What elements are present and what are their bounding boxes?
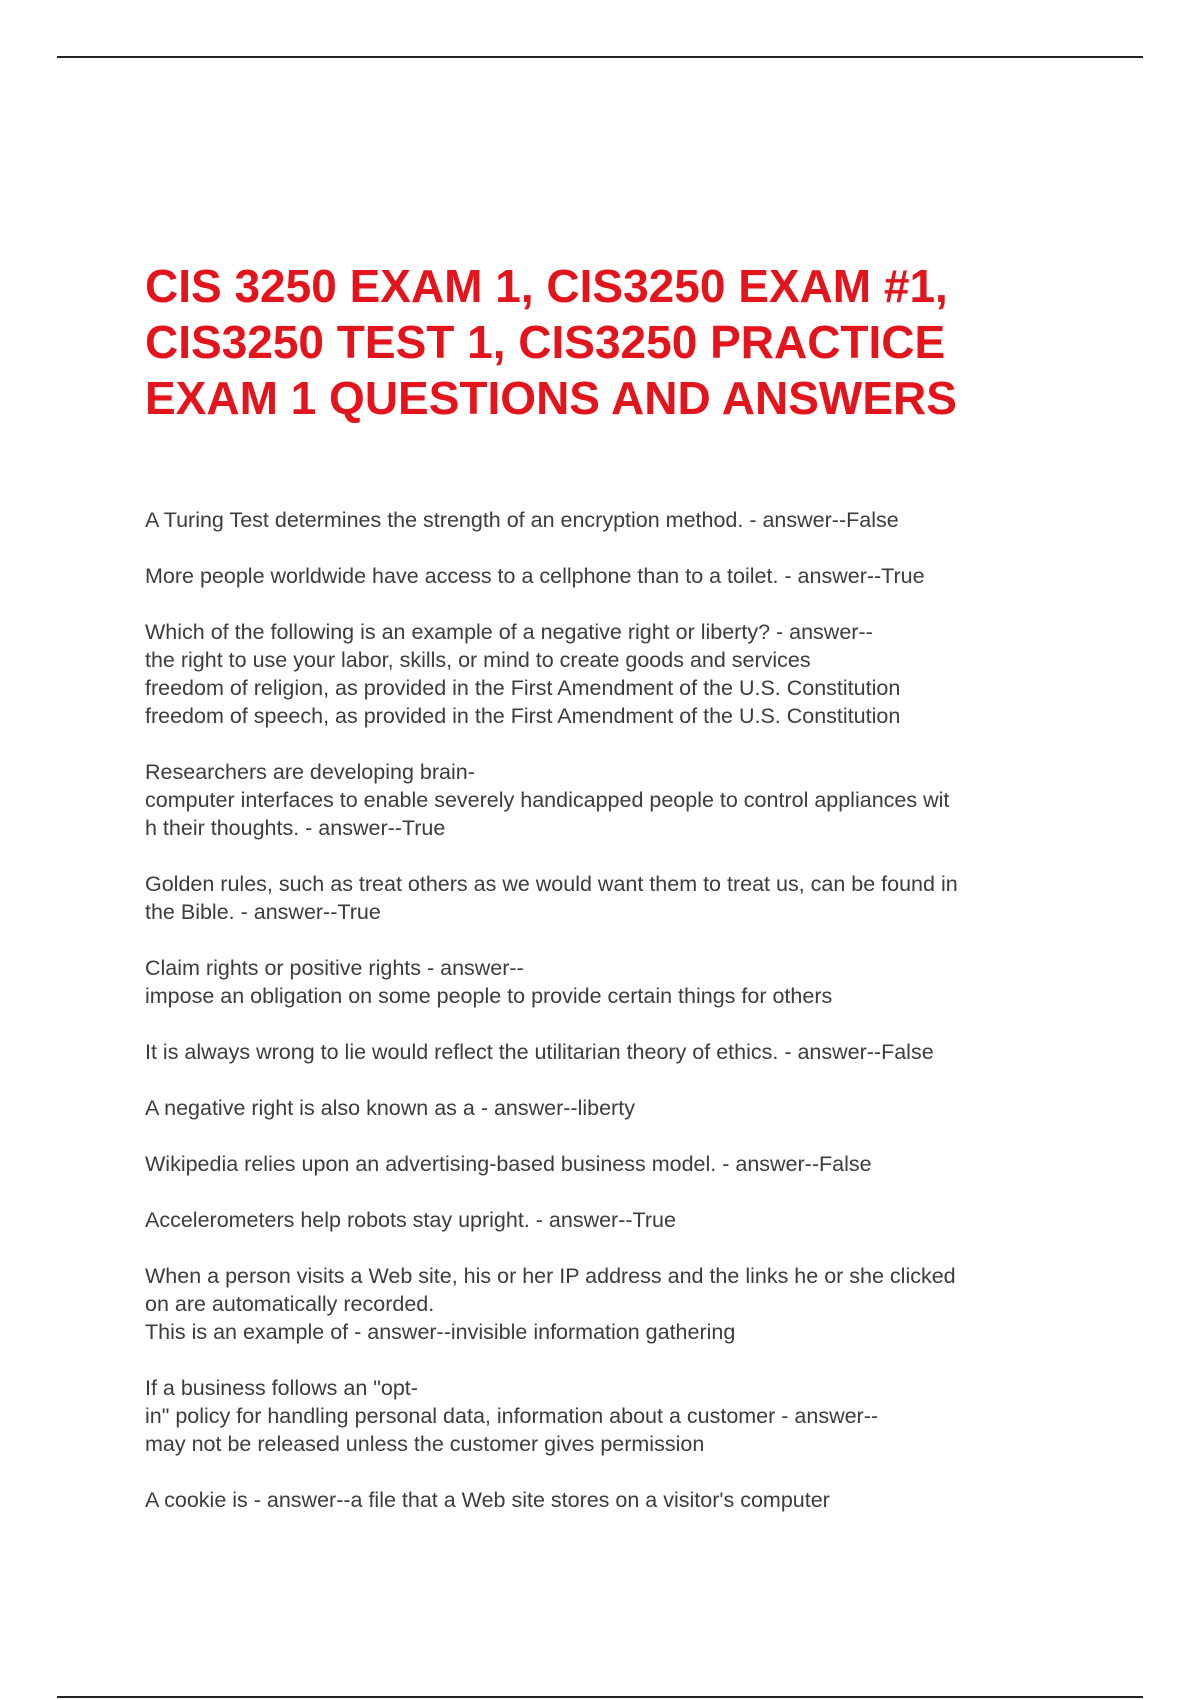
page-title: [145, 258, 1105, 426]
qa-line: on are automatically recorded.: [145, 1292, 435, 1316]
qa-line: Claim rights or positive rights - answer--: [145, 956, 524, 980]
qa-line: When a person visits a Web site, his or her IP address and the links he or she clicked: [145, 1264, 956, 1288]
qa-item: [145, 1038, 1065, 1066]
qa-line: This is an example of - answer--invisible information gathering: [145, 1320, 736, 1344]
qa-item: [145, 506, 1065, 534]
qa-line: Golden rules, such as treat others as we would want them to treat us, can be found in: [145, 872, 958, 896]
qa-line: If a business follows an "opt-: [145, 1376, 418, 1400]
qa-line: It is always wrong to lie would reflect the utilitarian theory of ethics. - answer--False: [145, 1040, 934, 1064]
qa-item: [145, 1262, 1065, 1346]
qa-item: [145, 1150, 1065, 1178]
header-rule: [57, 56, 1143, 58]
qa-line: Wikipedia relies upon an advertising-based business model. - answer--False: [145, 1152, 872, 1176]
qa-line: h their thoughts. - answer--True: [145, 816, 446, 840]
qa-line: Which of the following is an example of a negative right or liberty? - answer--: [145, 620, 873, 644]
qa-item: [145, 1486, 1065, 1514]
qa-item: [145, 870, 1065, 926]
title-line: EXAM 1 QUESTIONS AND ANSWERS: [145, 372, 957, 424]
footer-rule: [57, 1696, 1143, 1698]
qa-line: A negative right is also known as a - answer--liberty: [145, 1096, 635, 1120]
qa-item: [145, 758, 1065, 842]
qa-line: More people worldwide have access to a cellphone than to a toilet. - answer--True: [145, 564, 925, 588]
qa-line: A Turing Test determines the strength of an encryption method. - answer--False: [145, 508, 899, 532]
qa-line: impose an obligation on some people to provide certain things for others: [145, 984, 833, 1008]
question-answer-list: [145, 506, 1065, 1542]
qa-line: freedom of speech, as provided in the First Amendment of the U.S. Constitution: [145, 704, 901, 728]
qa-item: [145, 618, 1065, 730]
qa-line: freedom of religion, as provided in the First Amendment of the U.S. Constitution: [145, 676, 901, 700]
qa-item: [145, 562, 1065, 590]
qa-item: [145, 1094, 1065, 1122]
title-line: CIS3250 TEST 1, CIS3250 PRACTICE: [145, 316, 946, 368]
qa-line: the Bible. - answer--True: [145, 900, 381, 924]
qa-line: the right to use your labor, skills, or mind to create goods and services: [145, 648, 811, 672]
qa-line: Researchers are developing brain-: [145, 760, 475, 784]
qa-line: may not be released unless the customer gives permission: [145, 1432, 705, 1456]
qa-line: in" policy for handling personal data, information about a customer - answer--: [145, 1404, 879, 1428]
qa-line: computer interfaces to enable severely handicapped people to control appliances wit: [145, 788, 950, 812]
qa-item: [145, 1206, 1065, 1234]
qa-item: [145, 954, 1065, 1010]
qa-item: [145, 1374, 1065, 1458]
qa-line: A cookie is - answer--a file that a Web site stores on a visitor's computer: [145, 1488, 830, 1512]
qa-line: Accelerometers help robots stay upright. - answer--True: [145, 1208, 676, 1232]
title-line: CIS 3250 EXAM 1, CIS3250 EXAM #1,: [145, 260, 948, 312]
